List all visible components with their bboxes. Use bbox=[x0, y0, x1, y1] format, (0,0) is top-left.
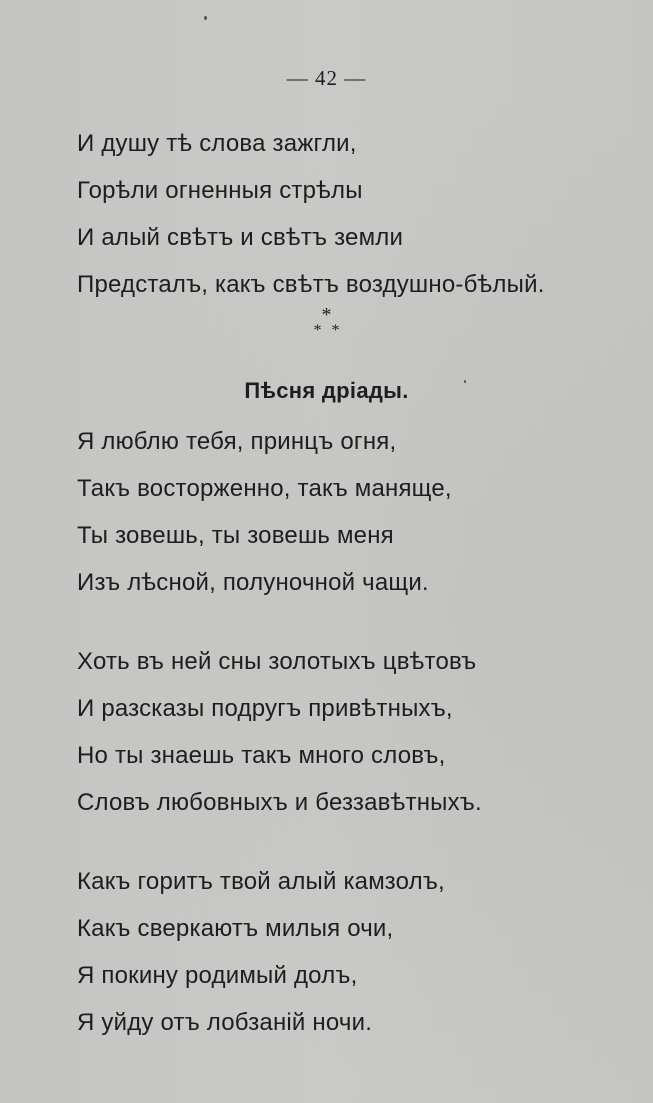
verse-line: И душу тѣ слова зажгли, bbox=[77, 130, 357, 157]
verse-line: И разсказы подругъ привѣтныхъ, bbox=[77, 695, 453, 722]
asterism-separator bbox=[0, 304, 653, 339]
verse-line: Я уйду отъ лобзаній ночи. bbox=[77, 1009, 373, 1036]
verse-line: Такъ восторженно, такъ маняще, bbox=[77, 475, 452, 502]
asterism-star: * bbox=[331, 322, 340, 339]
verse-line: Изъ лѣсной, полуночной чащи. bbox=[77, 569, 429, 596]
stanza-2 bbox=[77, 418, 452, 606]
stanza-4 bbox=[77, 858, 445, 1046]
asterism-star: * bbox=[313, 322, 322, 339]
verse-line: И алый свѣтъ и свѣтъ земли bbox=[77, 224, 404, 251]
ink-speck bbox=[204, 16, 207, 20]
page-number: — 42 — bbox=[286, 66, 367, 90]
verse-line: Я люблю тебя, принцъ огня, bbox=[77, 428, 397, 455]
verse-line: Но ты знаешь такъ много словъ, bbox=[77, 742, 446, 769]
stanza-3 bbox=[77, 638, 482, 826]
verse-line: Какъ горитъ твой алый камзолъ, bbox=[77, 868, 445, 895]
verse-line: Предсталъ, какъ свѣтъ воздушно-бѣлый. bbox=[77, 271, 545, 298]
verse-line: Какъ сверкаютъ милыя очи, bbox=[77, 915, 394, 942]
stanza-1 bbox=[77, 120, 545, 308]
verse-line: Ты зовешь, ты зовешь меня bbox=[77, 522, 394, 549]
verse-line: Хоть въ ней сны золотыхъ цвѣтовъ bbox=[77, 648, 477, 675]
poem-title: Пѣсня дріады. bbox=[244, 378, 409, 403]
verse-line: Горѣли огненныя стрѣлы bbox=[77, 177, 363, 204]
verse-line: Словъ любовныхъ и беззавѣтныхъ. bbox=[77, 789, 482, 816]
asterism-star: * bbox=[321, 304, 332, 326]
verse-line: Я покину родимый долъ, bbox=[77, 962, 358, 989]
